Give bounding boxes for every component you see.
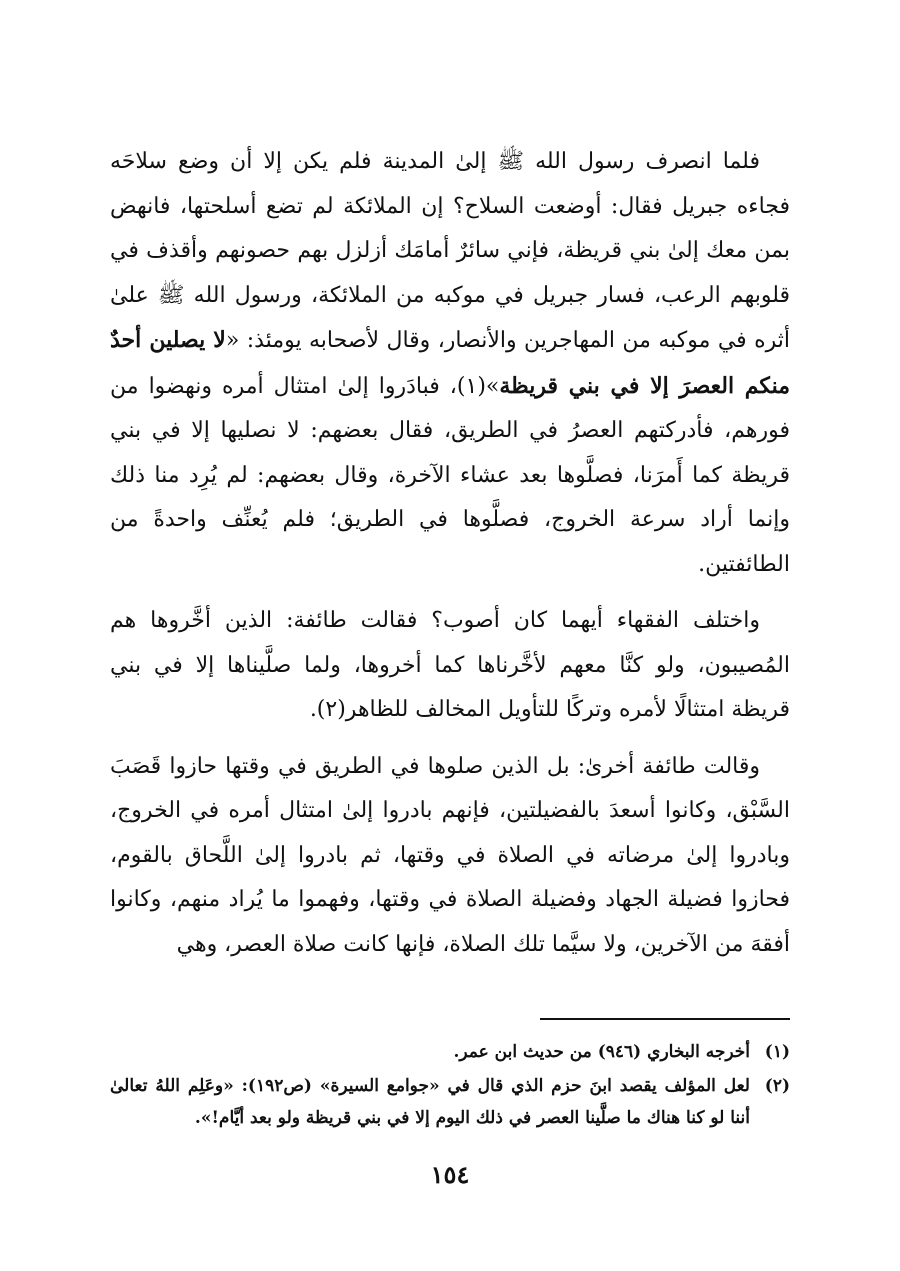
paragraph-1-part-a: فلما انصرف رسول الله ﷺ إلىٰ المدينة فلم يكن إلا أن وضع سلاحَه فجاءه جبريل فقال: أوضعت السلاح؟ إن الملائكة لم تضع أسلحتها، فانهض بمن معك إلىٰ بني قريظة، فإني سائرٌ أمامَك أزلزل بهم حصونهم وأقذف في قلوبهم الرعب، فسار جبريل في موكبه من الملائكة، ورسول الله ﷺ علىٰ أثره في موكبه من المهاجرين والأنصار، وقال لأصحابه يومئذ: « xyxy=(110,149,791,353)
footnote-2 xyxy=(110,1070,790,1134)
paragraph-1-part-b: »(١)، فبادَروا إلىٰ امتثال أمره ونهضوا من فورهم، فأدركتهم العصرُ في الطريق، فقال بعضهم: لا نصليها إلا في بني قريظة كما أَمرَنا، فصلَّوها بعد عشاء الآخرة، وقال بعضهم: لم يُرِد منا ذلك وإنما أراد سرعة الخروج، فصلَّوها في الطريق؛ فلم يُعنِّف واحدةً من الطائفتين. xyxy=(110,373,790,577)
footnote-text: أخرجه البخاري (٩٤٦) من حديث ابن عمر. xyxy=(453,1042,750,1062)
hadith-quote: لا يصلين أحدٌ منكم العصرَ إلا في بني قريظة xyxy=(110,327,790,399)
footnote-text: لعل المؤلف يقصد ابنَ حزم الذي قال في «جوامع السيرة» (ص١٩٢): «وعَلِم اللهُ تعالىٰ أننا لو كنا هناك ما صلَّينا العصر في ذلك اليوم إلا في بني قريظة ولو بعد أيَّام!». xyxy=(110,1076,750,1128)
paragraph-3: وقالت طائفة أخرىٰ: بل الذين صلوها في الطريق في وقتها حازوا قَصَبَ السَّبْق، وكانوا أسعدَ بالفضيلتين، فإنهم بادروا إلىٰ امتثال أمره في الخروج، وبادروا إلىٰ مرضاته في الصلاة في وقتها، ثم بادروا إلىٰ اللَّحاق بالقوم، فحازوا فضيلة الجهاد وفضيلة الصلاة في وقتها، وفهموا ما يُراد منهم، وكانوا أفقهَ من الآخرين، ولا سيَّما تلك الصلاة، فإنها كانت صلاة العصر، وهي xyxy=(110,753,790,957)
footnote-separator xyxy=(540,1018,790,1020)
footnote-1 xyxy=(110,1036,790,1068)
footnote-number: (٢) xyxy=(764,1076,790,1096)
page-number: ١٥٤ xyxy=(430,1160,470,1189)
paragraph-1 xyxy=(110,140,790,587)
footnote-number: (١) xyxy=(764,1042,790,1062)
paragraph-2: واختلف الفقهاء أيهما كان أصوب؟ فقالت طائفة: الذين أخَّروها هم المُصيبون، ولو كنَّا معهم لأخَّرناها كما أخروها، ولما صلَّيناها إلا في بني قريظة امتثالًا لأمره وتركًا للتأويل المخالف للظاهر(٢). xyxy=(110,608,790,722)
main-text xyxy=(110,140,790,979)
footnotes xyxy=(110,1036,790,1136)
